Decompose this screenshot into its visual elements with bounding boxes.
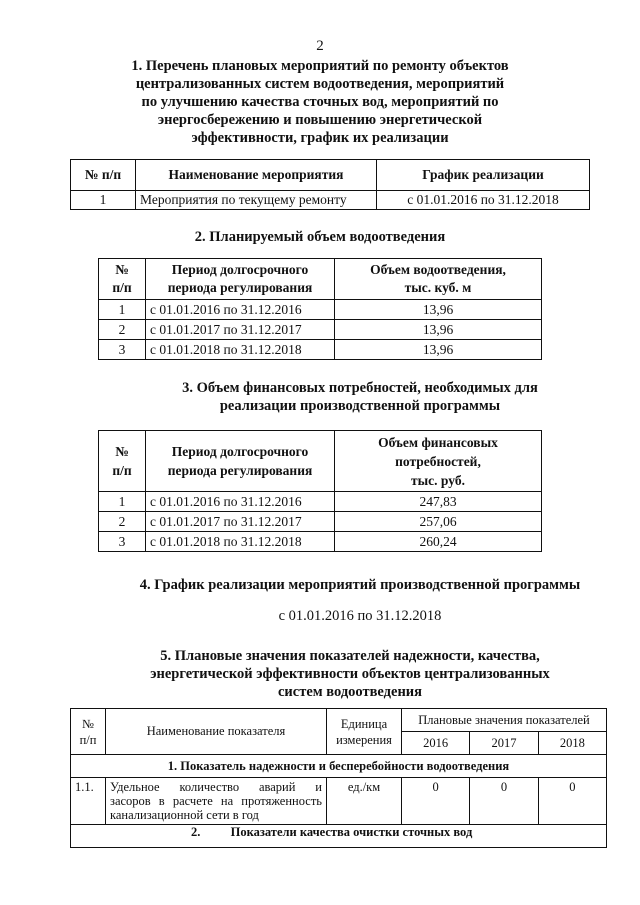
section4-title: 4. График реализации мероприятий производственной программы <box>139 577 581 593</box>
cell-period: с 01.01.2017 по 31.12.2017 <box>146 512 335 532</box>
cell-num: 2 <box>99 512 146 532</box>
table-row <box>99 512 542 532</box>
section5-title-line: систем водоотведения <box>277 684 423 700</box>
col-header-year: 2017 <box>470 732 538 755</box>
table-group-row <box>71 825 607 848</box>
section5-title-line: энергетической эффективности объектов централизованных <box>150 666 550 682</box>
section3-table <box>98 430 542 552</box>
col-header-unit: Единица измерения <box>327 709 402 755</box>
section3-title-line: 3. Объем финансовых потребностей, необходимых для <box>182 380 538 396</box>
table-row <box>99 300 542 320</box>
cell-value: 0 <box>538 778 606 825</box>
col-header-schedule: График реализации <box>377 160 590 191</box>
table-row <box>99 340 542 360</box>
table-row <box>99 492 542 512</box>
col-header-indicator: Наименование показателя <box>106 709 327 755</box>
section3-title-line: реализации производственной программы <box>219 398 501 414</box>
table-header-row <box>99 259 542 300</box>
table-header-row <box>71 160 590 191</box>
col-header-period: Период долгосрочного периода регулирования <box>146 259 335 300</box>
section5-title <box>0 647 640 701</box>
cell-period: с 01.01.2017 по 31.12.2017 <box>146 320 335 340</box>
cell-value: 0 <box>470 778 538 825</box>
col-header-volume: Объем водоотведения, тыс. куб. м <box>335 259 542 300</box>
section5-title-line: 5. Плановые значения показателей надежности, качества, <box>160 648 540 664</box>
col-header-name: Наименование мероприятия <box>136 160 377 191</box>
section1-title-line: 1. Перечень плановых мероприятий по ремонту объектов <box>131 58 509 74</box>
cell-name: Мероприятия по текущему ремонту <box>136 191 377 210</box>
table-header-row <box>99 431 542 492</box>
section1-table <box>70 159 590 210</box>
section3-title <box>0 379 640 415</box>
cell-num: 1 <box>99 492 146 512</box>
col-header-num: № п/п <box>99 259 146 300</box>
section1-title-line: энергосбережению и повышению энергетической <box>157 112 483 128</box>
cell-num: 1 <box>99 300 146 320</box>
section5-table <box>70 708 607 848</box>
section1-title-line: по улучшению качества сточных вод, мероприятий по <box>141 94 499 110</box>
section2-table <box>98 258 542 360</box>
cell-num: 3 <box>99 532 146 552</box>
cell-finance: 257,06 <box>335 512 542 532</box>
cell-volume: 13,96 <box>335 320 542 340</box>
cell-num: 1 <box>71 191 136 210</box>
cell-finance: 247,83 <box>335 492 542 512</box>
col-header-finance: Объем финансовых потребностей, тыс. руб. <box>335 431 542 492</box>
table-group-row <box>71 755 607 778</box>
col-header-num: № п/п <box>71 160 136 191</box>
col-header-period: Период долгосрочного периода регулирования <box>146 431 335 492</box>
cell-period: с 01.01.2016 по 31.12.2016 <box>146 492 335 512</box>
cell-num: 2 <box>99 320 146 340</box>
cell-num: 1.1. <box>71 778 106 825</box>
table-header-row <box>71 709 607 732</box>
cell-schedule: с 01.01.2016 по 31.12.2018 <box>377 191 590 210</box>
col-header-year: 2018 <box>538 732 606 755</box>
section1-title-line: эффективности, график их реализации <box>191 130 449 146</box>
cell-value: 0 <box>402 778 470 825</box>
cell-num: 3 <box>99 340 146 360</box>
cell-indicator: Удельное количество аварий и засоров в расчете на протяженность канализационной сети в год <box>106 778 327 825</box>
cell-finance: 260,24 <box>335 532 542 552</box>
col-header-num: № п/п <box>71 709 106 755</box>
group-title: 2. Показатели качества очистки сточных вод <box>71 825 607 848</box>
col-header-plan: Плановые значения показателей <box>402 709 607 732</box>
page-number: 2 <box>316 38 324 54</box>
cell-volume: 13,96 <box>335 340 542 360</box>
cell-period: с 01.01.2016 по 31.12.2016 <box>146 300 335 320</box>
cell-volume: 13,96 <box>335 300 542 320</box>
cell-period: с 01.01.2018 по 31.12.2018 <box>146 532 335 552</box>
group-title: 1. Показатель надежности и бесперебойности водоотведения <box>71 755 607 778</box>
table-row <box>99 532 542 552</box>
cell-unit: ед./км <box>327 778 402 825</box>
section1-title-line: централизованных систем водоотведения, мероприятий <box>135 76 505 92</box>
table-row <box>71 191 590 210</box>
col-header-num: № п/п <box>99 431 146 492</box>
cell-period: с 01.01.2018 по 31.12.2018 <box>146 340 335 360</box>
section4-period: с 01.01.2016 по 31.12.2018 <box>278 608 442 624</box>
table-row <box>71 778 607 825</box>
col-header-year: 2016 <box>402 732 470 755</box>
section1-title <box>0 57 640 147</box>
section2-title: 2. Планируемый объем водоотведения <box>194 229 446 245</box>
table-row <box>99 320 542 340</box>
